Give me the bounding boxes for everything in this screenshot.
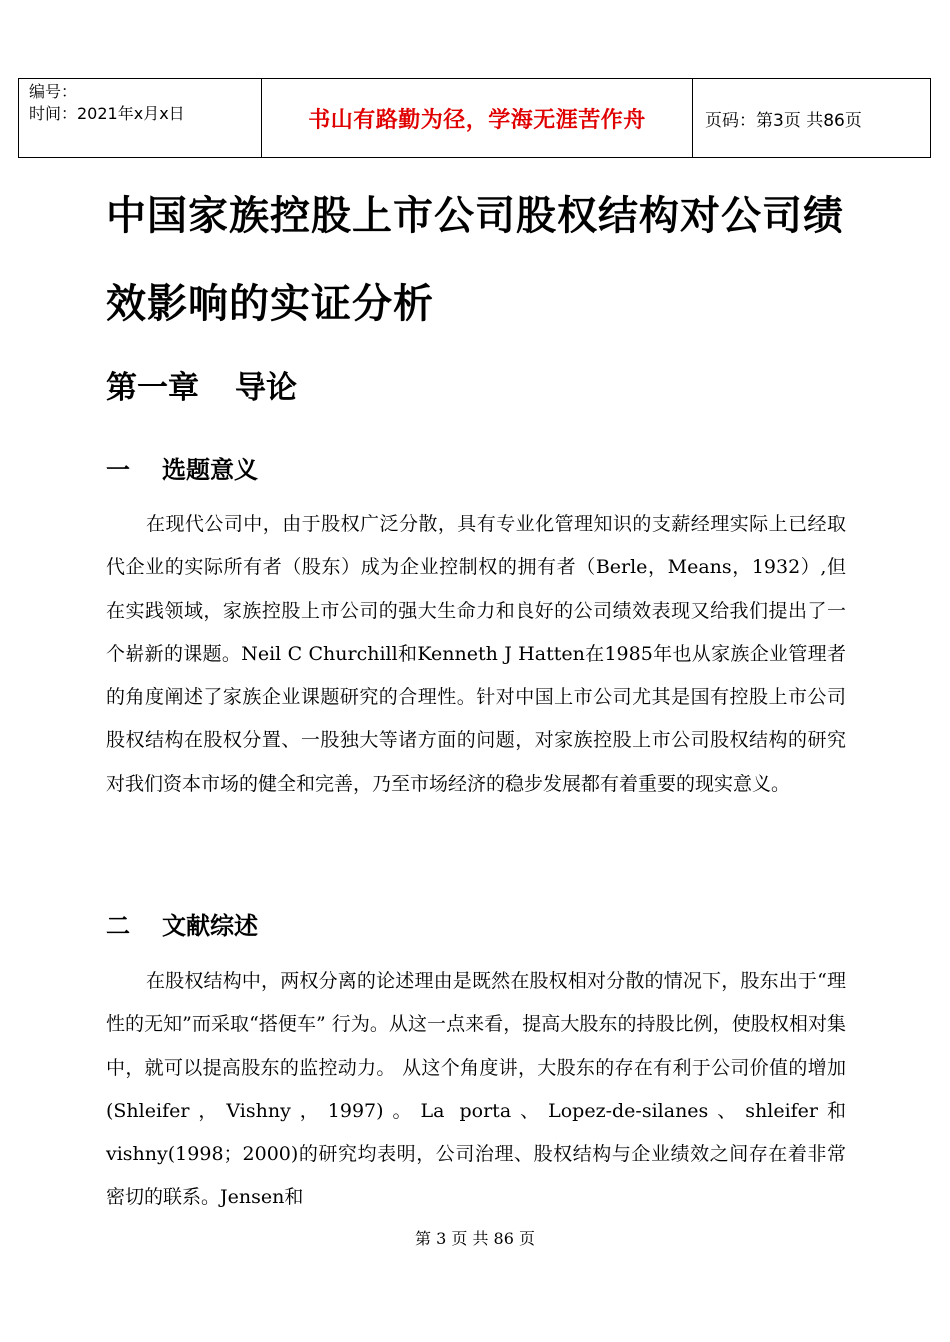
- time-label: 时间：2021年x月x日: [29, 104, 185, 123]
- section-heading-1: [106, 450, 258, 485]
- header-meta: [19, 79, 262, 158]
- chapter-number: 第一章: [106, 370, 199, 406]
- section-number: 二: [106, 912, 130, 940]
- chapter-heading: [106, 362, 297, 407]
- section-name: 文献综述: [162, 912, 258, 940]
- section-number: 一: [106, 456, 130, 484]
- section-name: 选题意义: [162, 456, 258, 484]
- number-label: 编号：: [29, 82, 78, 101]
- chapter-name: 导论: [235, 370, 297, 406]
- section-paragraph-1: 在现代公司中，由于股权广泛分散，具有专业化管理知识的支薪经理实际上已经取代企业的实际所有者（股东）成为企业控制权的拥有者（Berle，Means，1932）,但在实践领域，家族控股上市公司的强大生命力和良好的公司绩效表现又给我们提出了一个崭新的课题。Neil C Churchill和Kenneth J Hatten在1985年也从家族企业管理者的角度阐述了家族企业课题研究的合理性。针对中国上市公司尤其是国有控股上市公司股权结构在股权分置、一股独大等诸方面的问题，对家族控股上市公司股权结构的研究对我们资本市场的健全和完善，乃至市场经济的稳步发展都有着重要的现实意义。: [106, 513, 846, 795]
- page-header: [18, 78, 931, 158]
- document-title: 中国家族控股上市公司股权结构对公司绩效影响的实证分析: [106, 193, 844, 327]
- header-page-label: 页码：第3页 共86页: [693, 79, 931, 158]
- header-motto: 书山有路勤为径，学海无涯苦作舟: [262, 79, 693, 158]
- page-footer: 第 3 页 共 86 页: [415, 1229, 535, 1248]
- section-heading-2: [106, 906, 258, 941]
- section-paragraph-2: 在股权结构中，两权分离的论述理由是既然在股权相对分散的情况下，股东出于“理性的无知”而采取“搭便车” 行为。从这一点来看，提高大股东的持股比例，使股权相对集中，就可以提高股东的监控动力。 从这个角度讲，大股东的存在有利于公司价值的增加 (Shleifer，Vishny，1997)。La porta、Lopez-de-silanes、shleifer和vishny(1998；2000)的研究均表明，公司治理、股权结构与企业绩效之间存在着非常密切的联系。Jensen和: [106, 970, 846, 1209]
